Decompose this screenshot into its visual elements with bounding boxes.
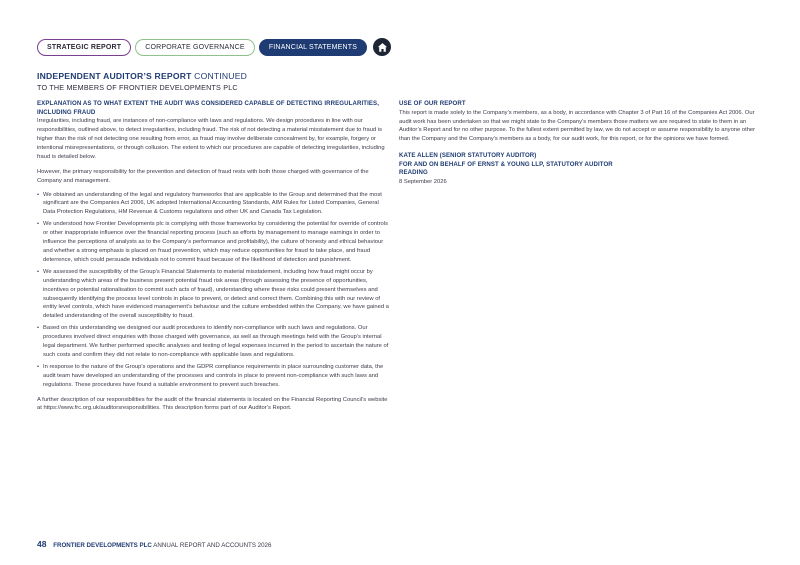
page-footer <box>37 539 271 549</box>
paragraph-responsibility: However, the primary responsibility for the prevention and detection of fraud rests with both those charged with governance of the Company and management. <box>37 168 369 184</box>
section-heading-irregularities: EXPLANATION AS TO WHAT EXTENT THE AUDIT WAS CONSIDERED CAPABLE OF DETECTING IRREGULARITIES, INCLUDING FRAUD <box>37 100 380 116</box>
home-icon[interactable] <box>373 38 391 56</box>
page-title-continued: CONTINUED <box>194 71 248 81</box>
list-item: • We obtained an understanding of the legal and regulatory frameworks that are applicable to the Group and determined that the most significant are the Companies Act 2006, UK adopted International Accounting Standards, AIM Rules for Listed Companies, General Data Protection Regulations, HM Revenue & Customs regulations and other UK and Canada Tax Legislation. <box>37 191 392 218</box>
footer-company: FRONTIER DEVELOPMENTS PLC <box>53 542 152 549</box>
page-number: 48 <box>37 539 47 549</box>
procedures-list <box>37 191 392 390</box>
list-item: • In response to the nature of the Group’s operations and the GDPR compliance requirements in place surrounding customer data, the audit team have developed an understanding of the processes and controls in place to prevent non-compliance with such laws and regulations. These procedures have found a suitable environment to prevent such breaches. <box>37 363 392 390</box>
list-item: • We understood how Frontier Developments plc is complying with those frameworks by considering the potential for override of controls or other inappropriate influence over the financial reporting process (such as efforts by management to manage earnings in order to influence the perceptions of analysts as to the Company’s performance and profitability), the culture of honesty and ethical behaviour and whether a strong emphasis is placed on fraud prevention, which may reduce opportunities for fraud to take place, and fraud deterrence, which could persuade individuals not to commit fraud because of the likelihood of detection and punishment. <box>37 220 392 265</box>
left-column <box>37 100 392 413</box>
right-column <box>399 100 764 187</box>
report-header <box>37 71 247 92</box>
list-item: • Based on this understanding we designed our audit procedures to identify non-compliance with such laws and regulations. Our procedures involved direct enquiries with those charged with governance, as well as through meetings held with the Group’s internal legal department. We further performed specific analyses and testing of legal expenses incurred in the period to ascertain the nature of such costs and confirm they did not relate to non-compliance with applicable laws and regulations. <box>37 324 392 360</box>
signatory-name: KATE ALLEN (SENIOR STATUTORY AUDITOR) <box>399 152 537 160</box>
nav-strategic-report[interactable]: STRATEGIC REPORT <box>37 39 131 56</box>
nav-corporate-governance[interactable]: CORPORATE GOVERNANCE <box>135 39 255 56</box>
paragraph-use-of-report: This report is made solely to the Company’s members, as a body, in accordance with Chapter 3 of Part 16 of the Companies Act 2006. Our audit work has been undertaken so that we might state to the Company’s members those matters we are required to state to them in an Auditor’s Report and for no other purpose. To the fullest extent permitted by law, we do not accept or assume responsibility to anyone other than the Company and the Company’s members as a body, for our audit work, for this report, or for the opinions we have formed. <box>399 109 756 143</box>
signature-date: 8 September 2026 <box>399 179 447 185</box>
home-icon-glyph <box>377 42 388 53</box>
page-title-text: INDEPENDENT AUDITOR’S REPORT <box>37 71 192 81</box>
nav-financial-statements[interactable]: FINANCIAL STATEMENTS <box>259 39 367 56</box>
page-title <box>37 71 247 81</box>
signatory-place: READING <box>399 169 428 177</box>
paragraph-further-description: A further description of our responsibilities for the audit of the financial statements is located on the Financial Reporting Council’s website at https://www.frc.org.uk/auditorsresponsibilities. This description forms part of our Auditor’s Report. <box>37 396 388 412</box>
page-subtitle: TO THE MEMBERS OF FRONTIER DEVELOPMENTS PLC <box>37 83 238 92</box>
signatory-firm: FOR AND ON BEHALF OF ERNST & YOUNG LLP, STATUTORY AUDITOR <box>399 160 613 168</box>
paragraph-irregularities: Irregularities, including fraud, are instances of non-compliance with laws and regulations. We design procedures in line with our responsibilities, outlined above, to detect irregularities, including fraud. The risk of not detecting a material misstatement due to fraud is higher than the risk of not detecting one resulting from error, as fraud may involve deliberate concealment by, for example, forgery or intentional misrepresentations, or through collusion. The extent to which our procedures are capable of detecting irregularities, including fraud is detailed below. <box>37 118 385 160</box>
section-nav <box>37 38 391 56</box>
list-item: • We assessed the susceptibility of the Group’s Financial Statements to material misstatement, including how fraud might occur by understanding which areas of the business present potential fraud risk areas (through assessing the presence of opportunities, incentives or potential rationalisation to commit such acts of fraud), understanding where these risks could present themselves and subsequently identifying the process level controls in place to prevent, or detect and correct them. Combining this with our review of entity level controls, which have evidenced management’s behaviour and the culture embedded within the Company, we have gained a detailed understanding of the overall susceptibility to fraud. <box>37 268 392 321</box>
footer-report: ANNUAL REPORT AND ACCOUNTS 2026 <box>153 542 272 549</box>
section-heading-use-of-report: USE OF OUR REPORT <box>399 100 466 107</box>
